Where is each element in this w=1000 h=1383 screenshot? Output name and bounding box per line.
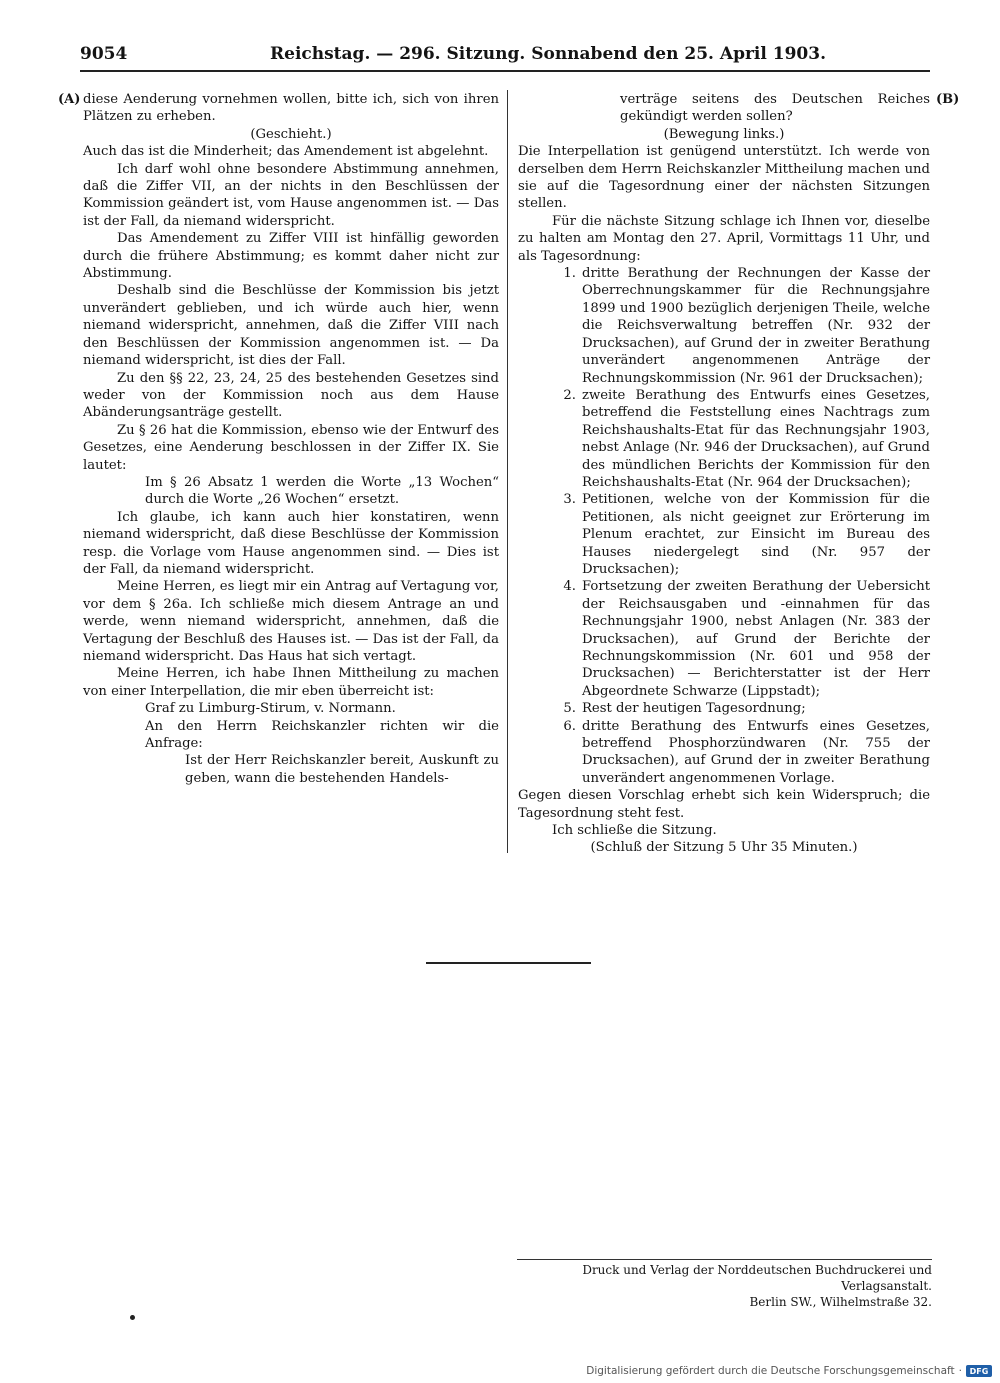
paragraph: Zu den §§ 22, 23, 24, 25 des bestehenden Gesetzes sind weder von der Kommission noch aus dem Hause Abänderungsanträge gestellt. [83,370,499,421]
column-separator [507,90,508,853]
agenda-item [518,718,930,788]
paragraph: (Geschieht.) [250,126,332,142]
paragraph: Zu § 26 hat die Kommission, ebenso wie der Entwurf des Gesetzes, eine Aenderung beschlossen in der Ziffer IX. Sie lautet: [83,422,499,473]
agenda-item-number: 2. [563,387,576,403]
paragraph: Ich darf wohl ohne besondere Abstimmung annehmen, daß die Ziffer VII, an der nichts in den Beschlüssen der Kommission geändert ist, vom Hause angenommen ist. — Das ist der Fall, da niemand widerspricht. [83,161,499,229]
agenda-item [518,265,930,387]
paragraph: Deshalb sind die Beschlüsse der Kommission bis jetzt unverändert geblieben, und ich würde auch hier, wenn niemand widerspricht, annehmen, daß die Ziffer VIII nach den Beschlüssen der Kommission angenommen ist. — Da niemand widerspricht, ist dies der Fall. [83,283,499,369]
paragraph: diese Aenderung vornehmen wollen, bitte ich, sich von ihren Plätzen zu erheben. [83,92,499,125]
paragraph: Ich glaube, ich kann auch hier konstatiren, wenn niemand widerspricht, daß diese Beschlüsse der Kommission resp. die Vorlage vom Hause angenommen sind. — Dies ist der Fall, da niemand widerspricht. [83,509,499,577]
paragraph: (Schluß der Sitzung 5 Uhr 35 Minuten.) [590,840,858,856]
agenda-item-text: Rest der heutigen Tagesordnung; [582,701,806,717]
paragraph: An den Herrn Reichskanzler richten wir die Anfrage: [145,718,499,752]
paragraph: Gegen diesen Vorschlag erhebt sich kein Widerspruch; die Tagesordnung steht fest. [518,788,930,821]
agenda-item-number: 6. [563,718,576,734]
dfg-logo-icon: DFG [966,1365,992,1377]
paragraph: verträge seitens des Deutschen Reiches gekündigt werden sollen? [620,92,930,125]
agenda-list [518,265,930,787]
imprint-line: Druck und Verlag der Norddeutschen Buchdruckerei und Verlagsanstalt. [582,1263,932,1293]
agenda-item-number: 5. [563,701,576,717]
imprint [517,1262,932,1310]
ink-dot [130,1315,135,1320]
paragraph: Für die nächste Sitzung schlage ich Ihnen vor, dieselbe zu halten am Montag den 27. April, Vormittags 11 Uhr, und als Tagesordnung: [518,213,930,264]
margin-marker-b: (B) [936,92,960,107]
right-column [518,91,930,857]
agenda-item-number: 3. [563,492,576,508]
agenda-item-text: Fortsetzung der zweiten Berathung der Uebersicht der Reichsausgaben und -einnahmen für das Rechnungsjahr 1900, nebst Anlagen (Nr. 383 der Drucksachen), auf Grund der Berichte der Rechnungskommission (Nr. 601 und 958 der Drucksachen) — Berichterstatter ist der Herr Abgeordnete Schwarze (Lippstadt); [582,579,930,699]
paragraph: Das Amendement zu Ziffer VIII ist hinfällig geworden durch die frühere Abstimmung; es kommt daher nicht zur Abstimmung. [83,231,499,282]
paragraph: Ich schließe die Sitzung. [552,823,717,839]
agenda-item [518,387,930,491]
agenda-item [518,700,930,717]
agenda-item [518,491,930,578]
digitization-footer: Digitalisierung gefördert durch die Deutsche Forschungsgemeinschaft · DFG [540,1363,992,1379]
footer-text: Digitalisierung gefördert durch die Deutsche Forschungsgemeinschaft [586,1365,955,1377]
paragraph: Im § 26 Absatz 1 werden die Worte „13 Wochen“ durch die Worte „26 Wochen“ ersetzt. [145,474,499,508]
paragraph: (Bewegung links.) [663,126,785,142]
paragraph: Meine Herren, es liegt mir ein Antrag auf Vertagung vor, vor dem § 26a. Ich schließe mich diesem Antrage an und werde, wenn niemand widerspricht, annehmen, daß die Vertagung der Beschluß des Hauses ist. — Das ist der Fall, da niemand widerspricht. Das Haus hat sich vertagt. [83,579,499,664]
left-column [83,91,499,787]
page-header [80,44,930,70]
paragraph: Ist der Herr Reichskanzler bereit, Auskunft zu geben, wann die bestehenden Handels- [185,753,499,786]
agenda-item-text: Petitionen, welche von der Kommission für die Petitionen, als nicht geeignet zur Erörterung im Plenum erachtet, zur Einsicht im Bureau des Hauses niedergelegt sind (Nr. 957 der Drucksachen); [582,492,930,577]
imprint-line: Berlin SW., Wilhelmstraße 32. [749,1295,932,1309]
agenda-item-number: 1. [563,266,576,282]
agenda-item [518,578,930,700]
paragraph: Auch das ist die Minderheit; das Amendement ist abgelehnt. [83,144,489,160]
agenda-item-text: dritte Berathung des Entwurfs eines Gesetzes, betreffend Phosphorzündwaren (Nr. 755 der Drucksachen), auf Grund der in zweiter Berathung unverändert angenommenen Vorlage. [582,718,930,786]
paragraph: Meine Herren, ich habe Ihnen Mittheilung zu machen von einer Interpellation, die mir eben überreicht ist: [83,666,499,699]
header-rule [80,70,930,72]
running-title: Reichstag. — 296. Sitzung. Sonnabend den 25. April 1903. [270,44,826,64]
agenda-item-text: dritte Berathung der Rechnungen der Kasse der Oberrechnungskammer für die Rechnungsjahre 1899 und 1900 bezüglich derjenigen Theile, welche die Reichsverwaltung betreffen (Nr. 932 der Drucksachen), auf Grund der in zweiter Berathung unverändert angenommenen Anträge der Rechnungskommission (Nr. 961 der Drucksachen); [582,266,930,386]
margin-marker-a: (A) [58,92,81,107]
agenda-item-number: 4. [563,579,576,595]
paragraph: Die Interpellation ist genügend unterstützt. Ich werde von derselben dem Herrn Reichskanzler Mittheilung machen und sie auf die Tagesordnung einer der nächsten Sitzungen stellen. [518,144,930,212]
imprint-rule [517,1259,932,1260]
end-rule [426,962,591,964]
page-number: 9054 [80,44,128,64]
agenda-item-text: zweite Berathung des Entwurfs eines Gesetzes, betreffend die Feststellung eines Nachtrags zum Reichshaushalts-Etat für das Rechnungsjahr 1903, nebst Anlage (Nr. 946 der Drucksachen), auf Grund des mündlichen Berichts der Kommission für den Reichshaushalts-Etat (Nr. 964 der Drucksachen); [582,387,930,490]
paragraph: Graf zu Limburg-Stirum, v. Normann. [145,701,396,717]
